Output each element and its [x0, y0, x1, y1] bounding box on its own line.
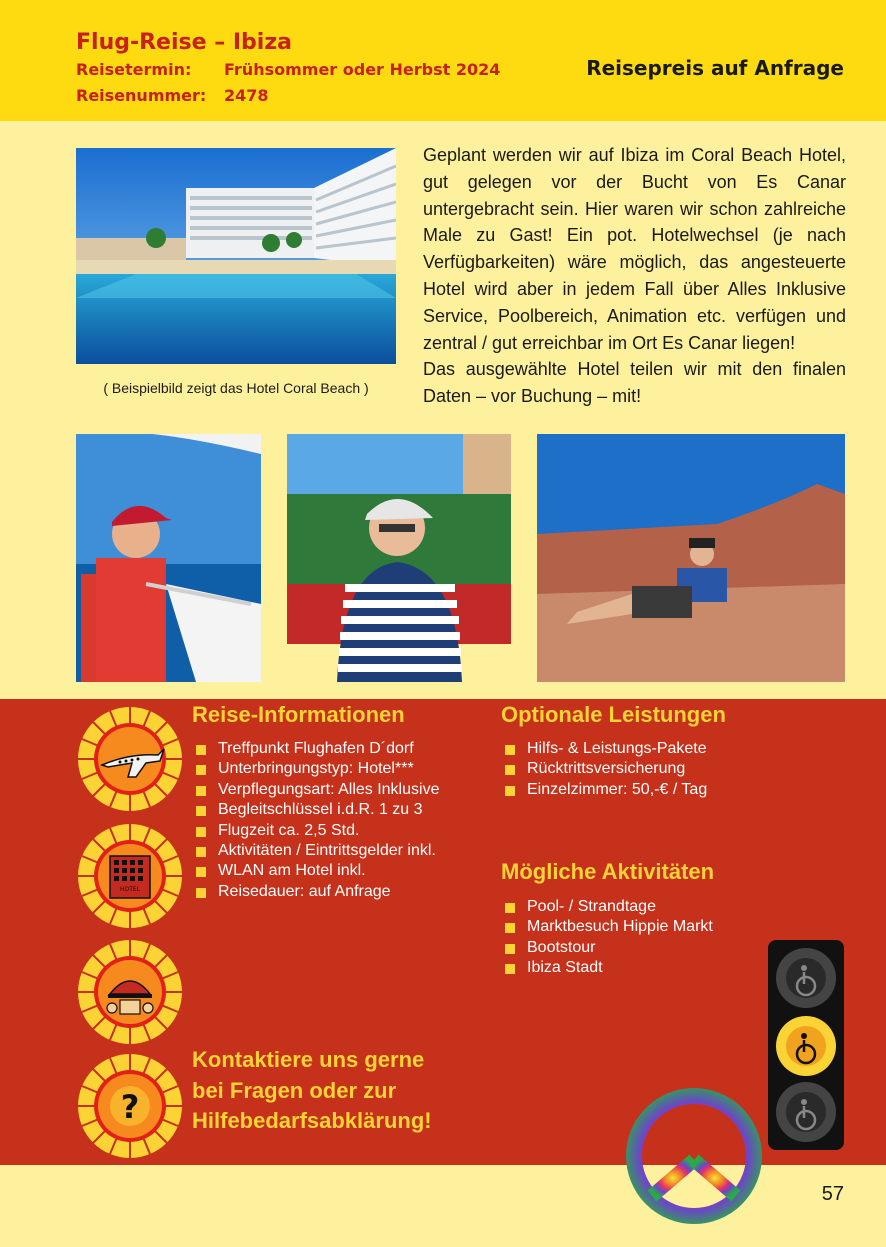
trip-price: Reisepreis auf Anfrage: [586, 56, 844, 80]
hotel-icon-label: HOTEL: [119, 886, 141, 893]
contact-line-1: Kontaktiere uns gerne: [192, 1047, 425, 1072]
hotel-photo: [76, 148, 396, 364]
contact-callout: [192, 1045, 432, 1137]
activities-list: [505, 897, 713, 979]
boat-photo: [76, 434, 261, 682]
rocks-photo: [537, 434, 845, 682]
accessibility-traffic-light: [768, 940, 844, 1150]
activity-item: Marktbesuch Hippie Markt: [505, 917, 713, 937]
info-item: Aktivitäten / Eintrittsgelder inkl.: [196, 841, 439, 861]
intro-paragraph-1: Geplant werden wir auf Ibiza im Coral Beach Hotel, gut gelegen vor der Bucht von Es Canar untergebracht sein. Hier waren wir schon zahlreiche Male zu Gast! Ein pot. Hotelwechsel (je nach Verfügbarkeiten) wäre möglich, das angesteuerte Hotel wird aber in jedem Fall über Alles Inklusive Service, Poolbereich, Animation etc. verfügen und zentral / gut erreichbar im Ort Es Canar liegen!: [423, 145, 846, 353]
trip-title: Flug-Reise – Ibiza: [76, 30, 292, 55]
plane-icon: [76, 705, 184, 813]
wheelchair-level-high-icon: [776, 948, 836, 1008]
info-title: Reise-Informationen: [192, 702, 405, 727]
contact-line-3: Hilfebedarfsabklärung!: [192, 1108, 432, 1133]
activity-item: Pool- / Strandtage: [505, 897, 713, 917]
info-item: Begleitschlüssel i.d.R. 1 zu 3: [196, 800, 439, 820]
info-list: [196, 739, 439, 902]
peace-sign-icon: [626, 1088, 762, 1224]
info-item: Treffpunkt Flughafen D´dorf: [196, 739, 439, 759]
trip-number-row: [76, 86, 269, 105]
portrait-photo: [287, 434, 511, 682]
contact-line-2: bei Fragen oder zur: [192, 1077, 397, 1103]
trip-number-label: Reisenummer:: [76, 86, 207, 105]
optional-list: [505, 739, 707, 800]
info-item: Verpflegungsart: Alles Inklusive: [196, 780, 439, 800]
optional-title: Optionale Leistungen: [501, 702, 726, 727]
meal-icon: [76, 938, 184, 1046]
trip-number-value: 2478: [224, 86, 269, 105]
wheelchair-level-medium-icon: [776, 1016, 836, 1076]
trip-date-row: [76, 60, 500, 79]
intro-text: [423, 142, 846, 410]
question-icon: [76, 1052, 184, 1160]
hotel-icon: [76, 822, 184, 930]
info-item: WLAN am Hotel inkl.: [196, 861, 439, 881]
wheelchair-level-low-icon: [776, 1082, 836, 1142]
optional-item: Rücktrittsversicherung: [505, 759, 707, 779]
page-number: 57: [821, 1183, 844, 1205]
trip-date-value: Frühsommer oder Herbst 2024: [224, 60, 501, 79]
activity-item: Ibiza Stadt: [505, 958, 713, 978]
info-item: Flugzeit ca. 2,5 Std.: [196, 821, 439, 841]
intro-paragraph-2: Das ausgewählte Hotel teilen wir mit den finalen Daten – vor Buchung – mit!: [423, 359, 846, 407]
info-item: Reisedauer: auf Anfrage: [196, 882, 439, 902]
optional-item: Einzelzimmer: 50,-€ / Tag: [505, 780, 707, 800]
activity-item: Bootstour: [505, 938, 713, 958]
photo-caption: ( Beispielbild zeigt das Hotel Coral Beach ): [103, 380, 369, 396]
info-item: Unterbringungstyp: Hotel***: [196, 759, 439, 779]
activities-title: Mögliche Aktivitäten: [501, 859, 715, 884]
header-band: [0, 0, 886, 121]
trip-date-label: Reisetermin:: [76, 60, 192, 79]
question-mark: ?: [120, 1088, 140, 1126]
optional-item: Hilfs- & Leistungs-Pakete: [505, 739, 707, 759]
